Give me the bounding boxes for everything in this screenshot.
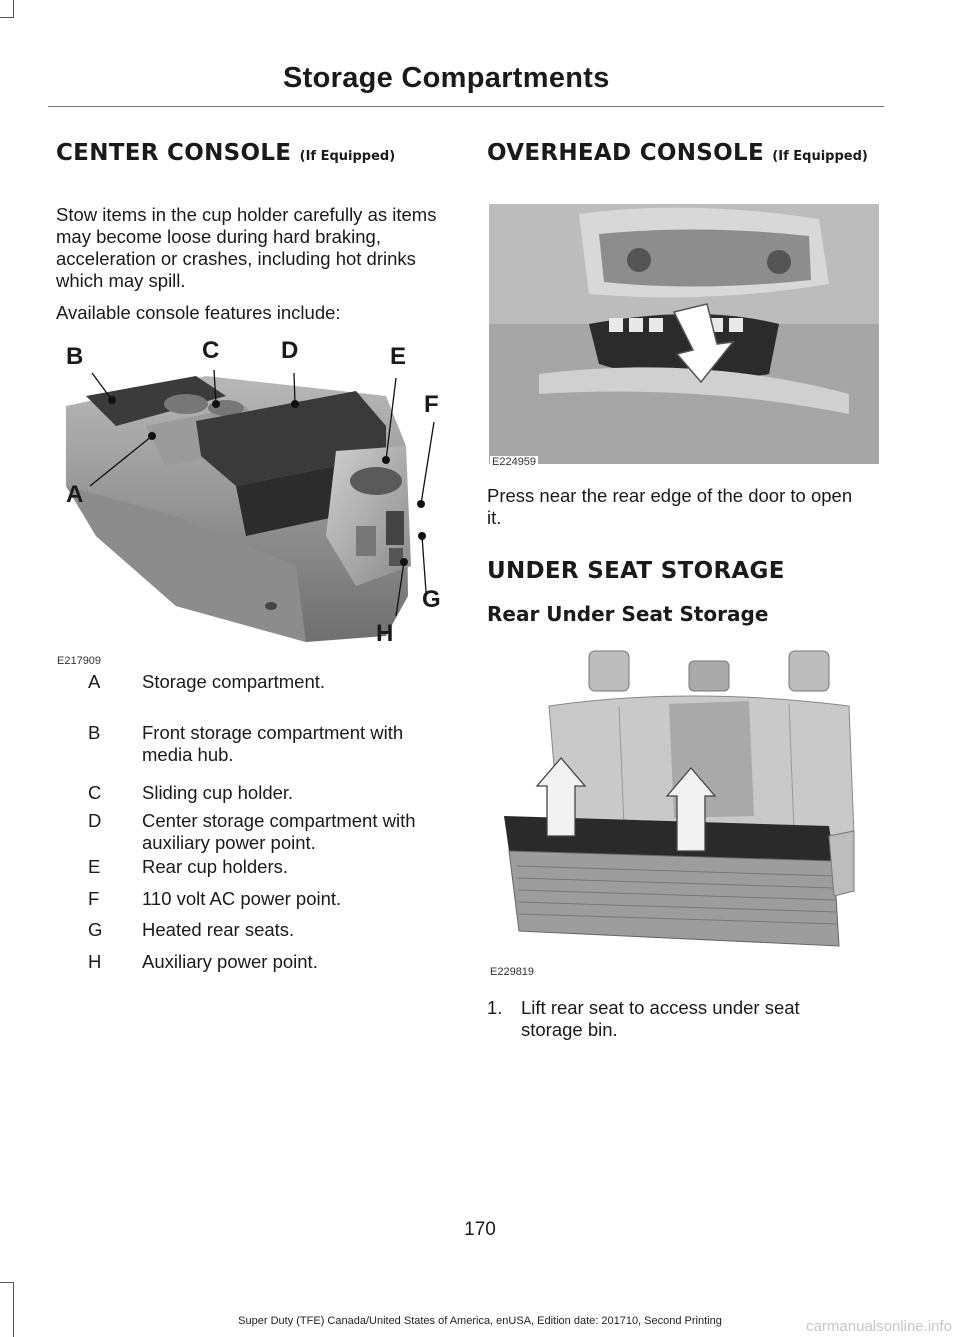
legend-text: Front storage compartment with media hub. xyxy=(142,722,404,765)
callout-e: E xyxy=(390,343,407,370)
legend-text: Rear cup holders. xyxy=(142,856,289,877)
legend-text: Heated rear seats. xyxy=(142,919,295,940)
rear-seat-illustration xyxy=(489,646,879,976)
crop-mark xyxy=(0,1282,14,1283)
header-rule xyxy=(48,106,884,107)
page-title: Storage Compartments xyxy=(283,62,610,94)
legend-text: Center storage compartment with auxiliary power point. xyxy=(142,810,416,853)
crop-mark xyxy=(0,17,14,18)
legend-key: G xyxy=(88,919,103,940)
overhead-console-illustration xyxy=(489,204,879,464)
center-console-figure xyxy=(56,336,448,666)
legend-key: A xyxy=(88,671,101,692)
page-number: 170 xyxy=(464,1219,496,1240)
legend-text: Auxiliary power point. xyxy=(142,951,318,972)
center-console-heading xyxy=(56,140,446,166)
overhead-console-section xyxy=(487,140,887,166)
legend-key: D xyxy=(88,810,102,831)
center-console-qualifier: (If Equipped) xyxy=(299,149,396,164)
legend-text: Sliding cup holder. xyxy=(142,782,294,803)
overhead-console-title: OVERHEAD CONSOLE xyxy=(487,140,764,166)
callout-d: D xyxy=(281,337,299,364)
features-lead: Available console features include: xyxy=(56,302,341,323)
center-console-intro: Stow items in the cup holder carefully as items may become loose during hard braking, acceleration or crashes, including hot drinks which may spill. xyxy=(56,204,437,291)
callout-g: G xyxy=(422,586,441,613)
center-console-title: CENTER CONSOLE xyxy=(56,140,292,166)
overhead-console-instruction: Press near the rear edge of the door to open it. xyxy=(487,485,853,528)
center-console-section xyxy=(56,140,446,324)
under-seat-heading: UNDER SEAT STORAGE xyxy=(487,558,785,584)
legend-key: B xyxy=(88,722,101,743)
overhead-console-figure-code: E224959 xyxy=(492,456,537,468)
overhead-console-figure xyxy=(489,204,879,464)
step-number: 1. xyxy=(487,997,503,1018)
legend-key: F xyxy=(88,888,100,909)
crop-mark xyxy=(13,1282,14,1337)
console-legend xyxy=(56,671,446,971)
legend-key: E xyxy=(88,856,101,877)
rear-under-seat-subheading: Rear Under Seat Storage xyxy=(487,602,769,626)
rear-seat-figure xyxy=(489,646,879,976)
crop-mark xyxy=(13,0,14,17)
legend-key: C xyxy=(88,782,102,803)
step-text: Lift rear seat to access under seat storage bin. xyxy=(521,997,800,1040)
callout-b: B xyxy=(66,343,84,370)
center-console-illustration xyxy=(56,336,448,666)
callout-c: C xyxy=(202,337,220,364)
legend-text: Storage compartment. xyxy=(142,671,326,692)
overhead-console-qualifier: (If Equipped) xyxy=(772,149,868,164)
callout-h: H xyxy=(376,620,394,647)
edition-info: Super Duty (TFE) Canada/United States of America, enUSA, Edition date: 201710, Second Printing xyxy=(238,1315,722,1327)
rear-seat-figure-code: E229819 xyxy=(490,966,535,978)
callout-a: A xyxy=(66,481,84,508)
legend-text: 110 volt AC power point. xyxy=(142,888,342,909)
legend-key: H xyxy=(88,951,102,972)
callout-f: F xyxy=(424,391,439,418)
overhead-console-heading xyxy=(487,140,887,166)
center-console-figure-code: E217909 xyxy=(57,655,102,667)
watermark: carmanualsonline.info xyxy=(806,1318,952,1335)
